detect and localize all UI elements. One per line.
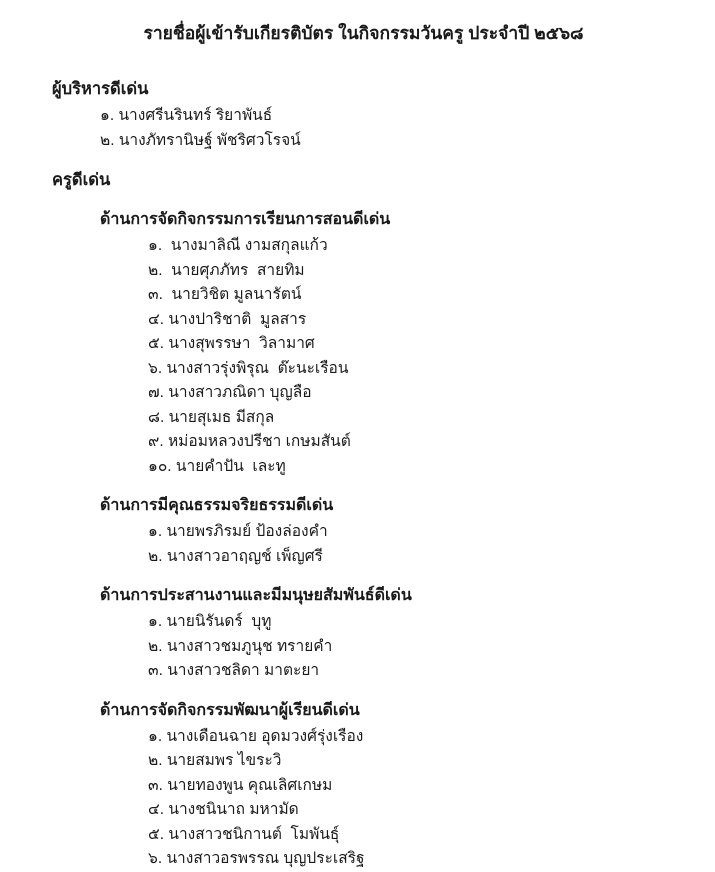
list-item: ๑๐. นายคำปัน เละทู	[148, 457, 286, 475]
subsection-heading-morality: ด้านการมีคุณธรรมจริยธรรมดีเด่น	[100, 497, 334, 514]
list-item: ๑. นายนิรันดร์ บุทู	[148, 613, 272, 630]
list-item: ๑. นายพรภิรมย์ ป้องล่องคำ	[148, 523, 328, 540]
section-heading-administrators: ผู้บริหารดีเด่น	[52, 80, 149, 98]
list-item: ๒. นายศุภภัทร สายทิม	[148, 261, 305, 279]
subsection-heading-coordination: ด้านการประสานงานและมีมนุษยสัมพันธ์ดีเด่น	[100, 587, 412, 604]
list-item: ๓. นายวิชิต มูลนารัตน์	[148, 286, 302, 303]
list-item: ๓. นางสาวชลิดา มาตะยา	[148, 662, 320, 679]
subsection-morality-ethics	[52, 493, 675, 569]
list-item: ๒. นางสาวอาฤญช์ เพ็ญศรี	[148, 547, 323, 565]
subsection-learner-development	[52, 698, 675, 872]
section-heading-teachers: ครูดีเด่น	[52, 171, 111, 189]
list-item: ๖. นางสาวรุ่งพิรุณ ต๊ะนะเรือน	[148, 359, 349, 377]
subsection-heading-learner-development: ด้านการจัดกิจกรรมพัฒนาผู้เรียนดีเด่น	[100, 701, 360, 719]
list-item: ๔. นางปาริชาติ มูลสาร	[148, 310, 307, 328]
subsection-heading-teaching: ด้านการจัดกิจกรรมการเรียนการสอนดีเด่น	[100, 211, 391, 228]
list-item: ๒. นางสาวชมภูนุช ทรายคำ	[148, 637, 333, 655]
page-title: รายชื่อผู้เข้ารับเกียรติบัตร ในกิจกรรมวันครู ประจำปี ๒๕๖๘	[143, 23, 584, 43]
list-item: ๒. นางภัทรานิษฐ์ พัชริศวโรจน์	[100, 131, 301, 149]
list-item: ๘. นายสุเมธ มีสกุล	[148, 408, 275, 426]
list-item: ๑. นางศรีนรินทร์ ริยาพันธ์	[100, 107, 273, 124]
list-item: ๓. นายทองพูน คุณเลิศเกษม	[148, 776, 333, 794]
section-outstanding-administrators	[52, 76, 675, 153]
list-item: ๕. นางสุพรรษา วิลามาศ	[148, 335, 315, 352]
list-item: ๒. นายสมพร ไขระวิ	[148, 752, 282, 769]
subsection-teaching-activities	[52, 207, 675, 479]
subsection-coordination-relations	[52, 583, 675, 684]
list-item: ๑. นางมาลิณี งามสกุลแก้ว	[148, 237, 328, 254]
list-item: ๖. นางสาวอรพรรณ บุญประเสริฐ	[148, 850, 365, 867]
section-outstanding-teachers	[52, 167, 675, 872]
list-item: ๔. นางชนินาถ มหามัด	[148, 801, 299, 818]
list-item: ๗. นางสาวภณิดา บุญลือ	[148, 384, 312, 401]
list-item: ๙. หม่อมหลวงปรีชา เกษมสันต์	[148, 433, 351, 450]
list-item: ๑. นางเดือนฉาย อุดมวงศ์รุ่งเรือง	[148, 727, 364, 745]
list-item: ๕. นางสาวชนิกานต์ โมพันธุ์	[148, 825, 340, 843]
